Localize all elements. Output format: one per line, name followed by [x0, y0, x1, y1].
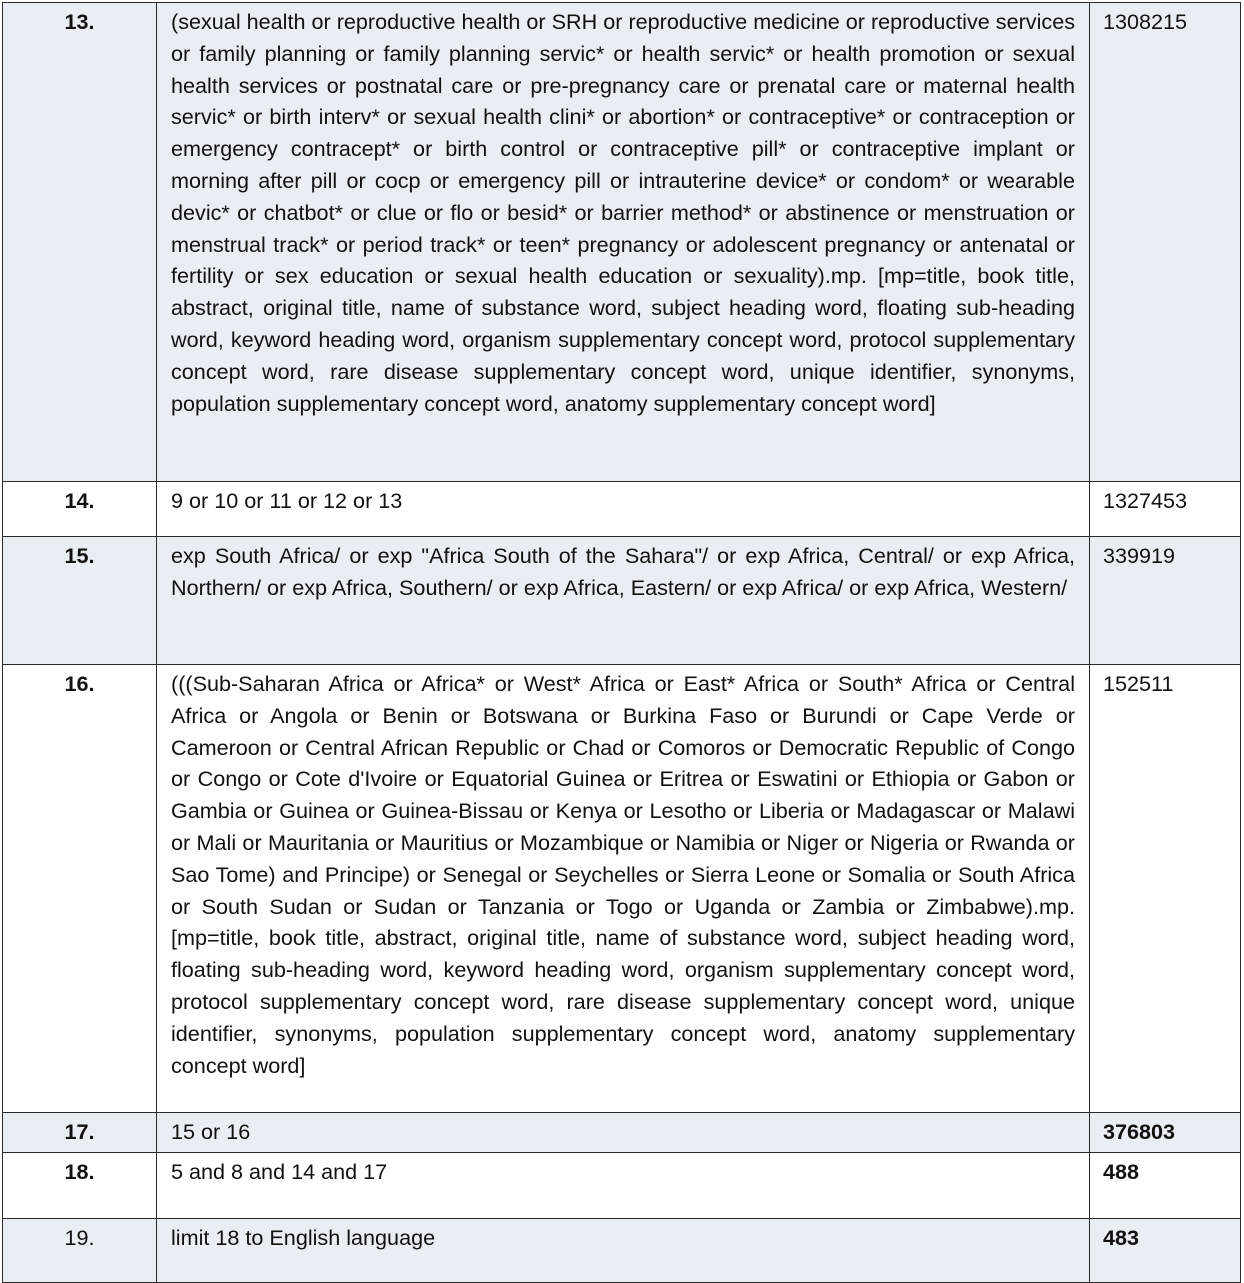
search-query: 15 or 16	[157, 1113, 1090, 1153]
table-row	[3, 537, 1241, 665]
step-number: 19.	[3, 1218, 157, 1282]
step-number: 18.	[3, 1152, 157, 1218]
search-query: limit 18 to English language	[157, 1218, 1090, 1282]
search-query: 5 and 8 and 14 and 17	[157, 1152, 1090, 1218]
result-count: 1327453	[1090, 482, 1241, 537]
table-row	[3, 3, 1241, 482]
table-row	[3, 482, 1241, 537]
search-query: (sexual health or reproductive health or SRH or reproductive medicine or reproductive services or family planning or family planning servic* or health servic* or health promotion or sexual health services or postnatal care or pre-pregnancy care or prenatal care or maternal health servic* or birth interv* or sexual health clini* or abortion* or contraceptive* or contraception or emergency contracept* or birth control or contraceptive pill* or contraceptive implant or morning after pill or cocp or emergency pill or intrauterine device* or condom* or wearable devic* or chatbot* or clue or flo or besid* or barrier method* or abstinence or menstruation or menstrual track* or period track* or teen* pregnancy or adolescent pregnancy or antenatal or fertility or sex education or sexual health education or sexuality).mp. [mp=title, book title, abstract, original title, name of substance word, subject heading word, floating sub-heading word, keyword heading word, organism supplementary concept word, protocol supplementary concept word, rare disease supplementary concept word, unique identifier, synonyms, population supplementary concept word, anatomy supplementary concept word]	[157, 3, 1090, 482]
table-row	[3, 1152, 1241, 1218]
step-number: 17.	[3, 1113, 157, 1153]
result-count: 483	[1090, 1218, 1241, 1282]
result-count: 488	[1090, 1152, 1241, 1218]
step-number: 16.	[3, 665, 157, 1113]
result-count: 376803	[1090, 1113, 1241, 1153]
step-number: 15.	[3, 537, 157, 665]
table-row	[3, 1218, 1241, 1282]
step-number: 13.	[3, 3, 157, 482]
search-query: 9 or 10 or 11 or 12 or 13	[157, 482, 1090, 537]
search-query: (((Sub-Saharan Africa or Africa* or West* Africa or East* Africa or South* Africa or Central Africa or Angola or Benin or Botswana or Burkina Faso or Burundi or Cape Verde or Cameroon or Central African Republic or Chad or Comoros or Democratic Republic of Congo or Congo or Cote d'Ivoire or Equatorial Guinea or Eritrea or Eswatini or Ethiopia or Gabon or Gambia or Guinea or Guinea-Bissau or Kenya or Lesotho or Liberia or Madagascar or Malawi or Mali or Mauritania or Mauritius or Mozambique or Namibia or Niger or Nigeria or Rwanda or Sao Tome) and Principe) or Senegal or Seychelles or Sierra Leone or Somalia or South Africa or South Sudan or Sudan or Tanzania or Togo or Uganda or Zambia or Zimbabwe).mp. [mp=title, book title, abstract, original title, name of substance word, subject heading word, floating sub-heading word, keyword heading word, organism supplementary concept word, protocol supplementary concept word, rare disease supplementary concept word, unique identifier, synonyms, population supplementary concept word, anatomy supplementary concept word]	[157, 665, 1090, 1113]
table-row	[3, 665, 1241, 1113]
result-count: 1308215	[1090, 3, 1241, 482]
result-count: 152511	[1090, 665, 1241, 1113]
table-row	[3, 1113, 1241, 1153]
result-count: 339919	[1090, 537, 1241, 665]
search-query: exp South Africa/ or exp "Africa South of the Sahara"/ or exp Africa, Central/ or exp Africa, Northern/ or exp Africa, Southern/ or exp Africa, Eastern/ or exp Africa/ or exp Africa, Western/	[157, 537, 1090, 665]
search-strategy-table	[2, 2, 1241, 1283]
step-number: 14.	[3, 482, 157, 537]
